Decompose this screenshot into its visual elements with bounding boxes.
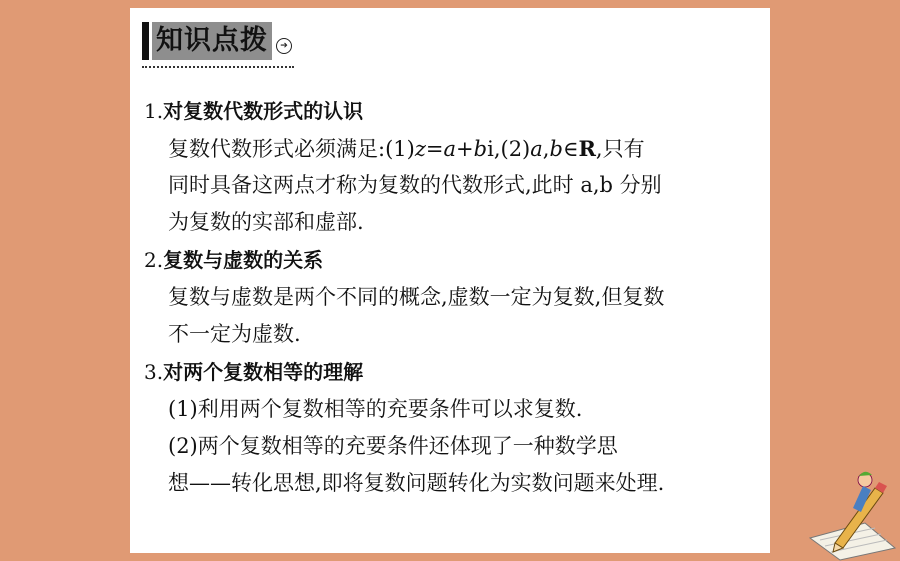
section-3-line-2: (2)两个复数相等的充要条件还体现了一种数学思	[168, 434, 618, 458]
section-header	[142, 22, 294, 68]
section-1-title: 1.对复数代数形式的认识	[144, 99, 364, 123]
page-title: 知识点拨	[152, 22, 272, 60]
section-3-title: 3.对两个复数相等的理解	[144, 360, 364, 384]
pencil-notebook-icon	[805, 468, 900, 561]
section-1-line-2: 同时具备这两点才称为复数的代数形式,此时 a,b 分别	[168, 173, 662, 197]
section-3-line-1: (1)利用两个复数相等的充要条件可以求复数.	[168, 397, 583, 421]
section-3-body	[144, 391, 760, 502]
section-1-line-1: 复数代数形式必须满足:(1)z=a+bi,(2)a,b∈R,只有	[168, 136, 645, 161]
slide-panel	[130, 8, 770, 553]
header-bar	[142, 22, 149, 60]
content-body	[144, 92, 760, 502]
section-1-body	[144, 130, 760, 241]
section-3-line-3: 想——转化思想,即将复数问题转化为实数问题来处理.	[168, 471, 665, 495]
section-2-title: 2.复数与虚数的关系	[144, 248, 324, 272]
section-2-line-2: 不一定为虚数.	[168, 322, 301, 346]
arrow-circle-icon: ➔	[276, 38, 292, 54]
section-2-body	[144, 279, 760, 353]
section-1-line-3: 为复数的实部和虚部.	[168, 210, 364, 234]
section-2-line-1: 复数与虚数是两个不同的概念,虚数一定为复数,但复数	[168, 285, 665, 309]
